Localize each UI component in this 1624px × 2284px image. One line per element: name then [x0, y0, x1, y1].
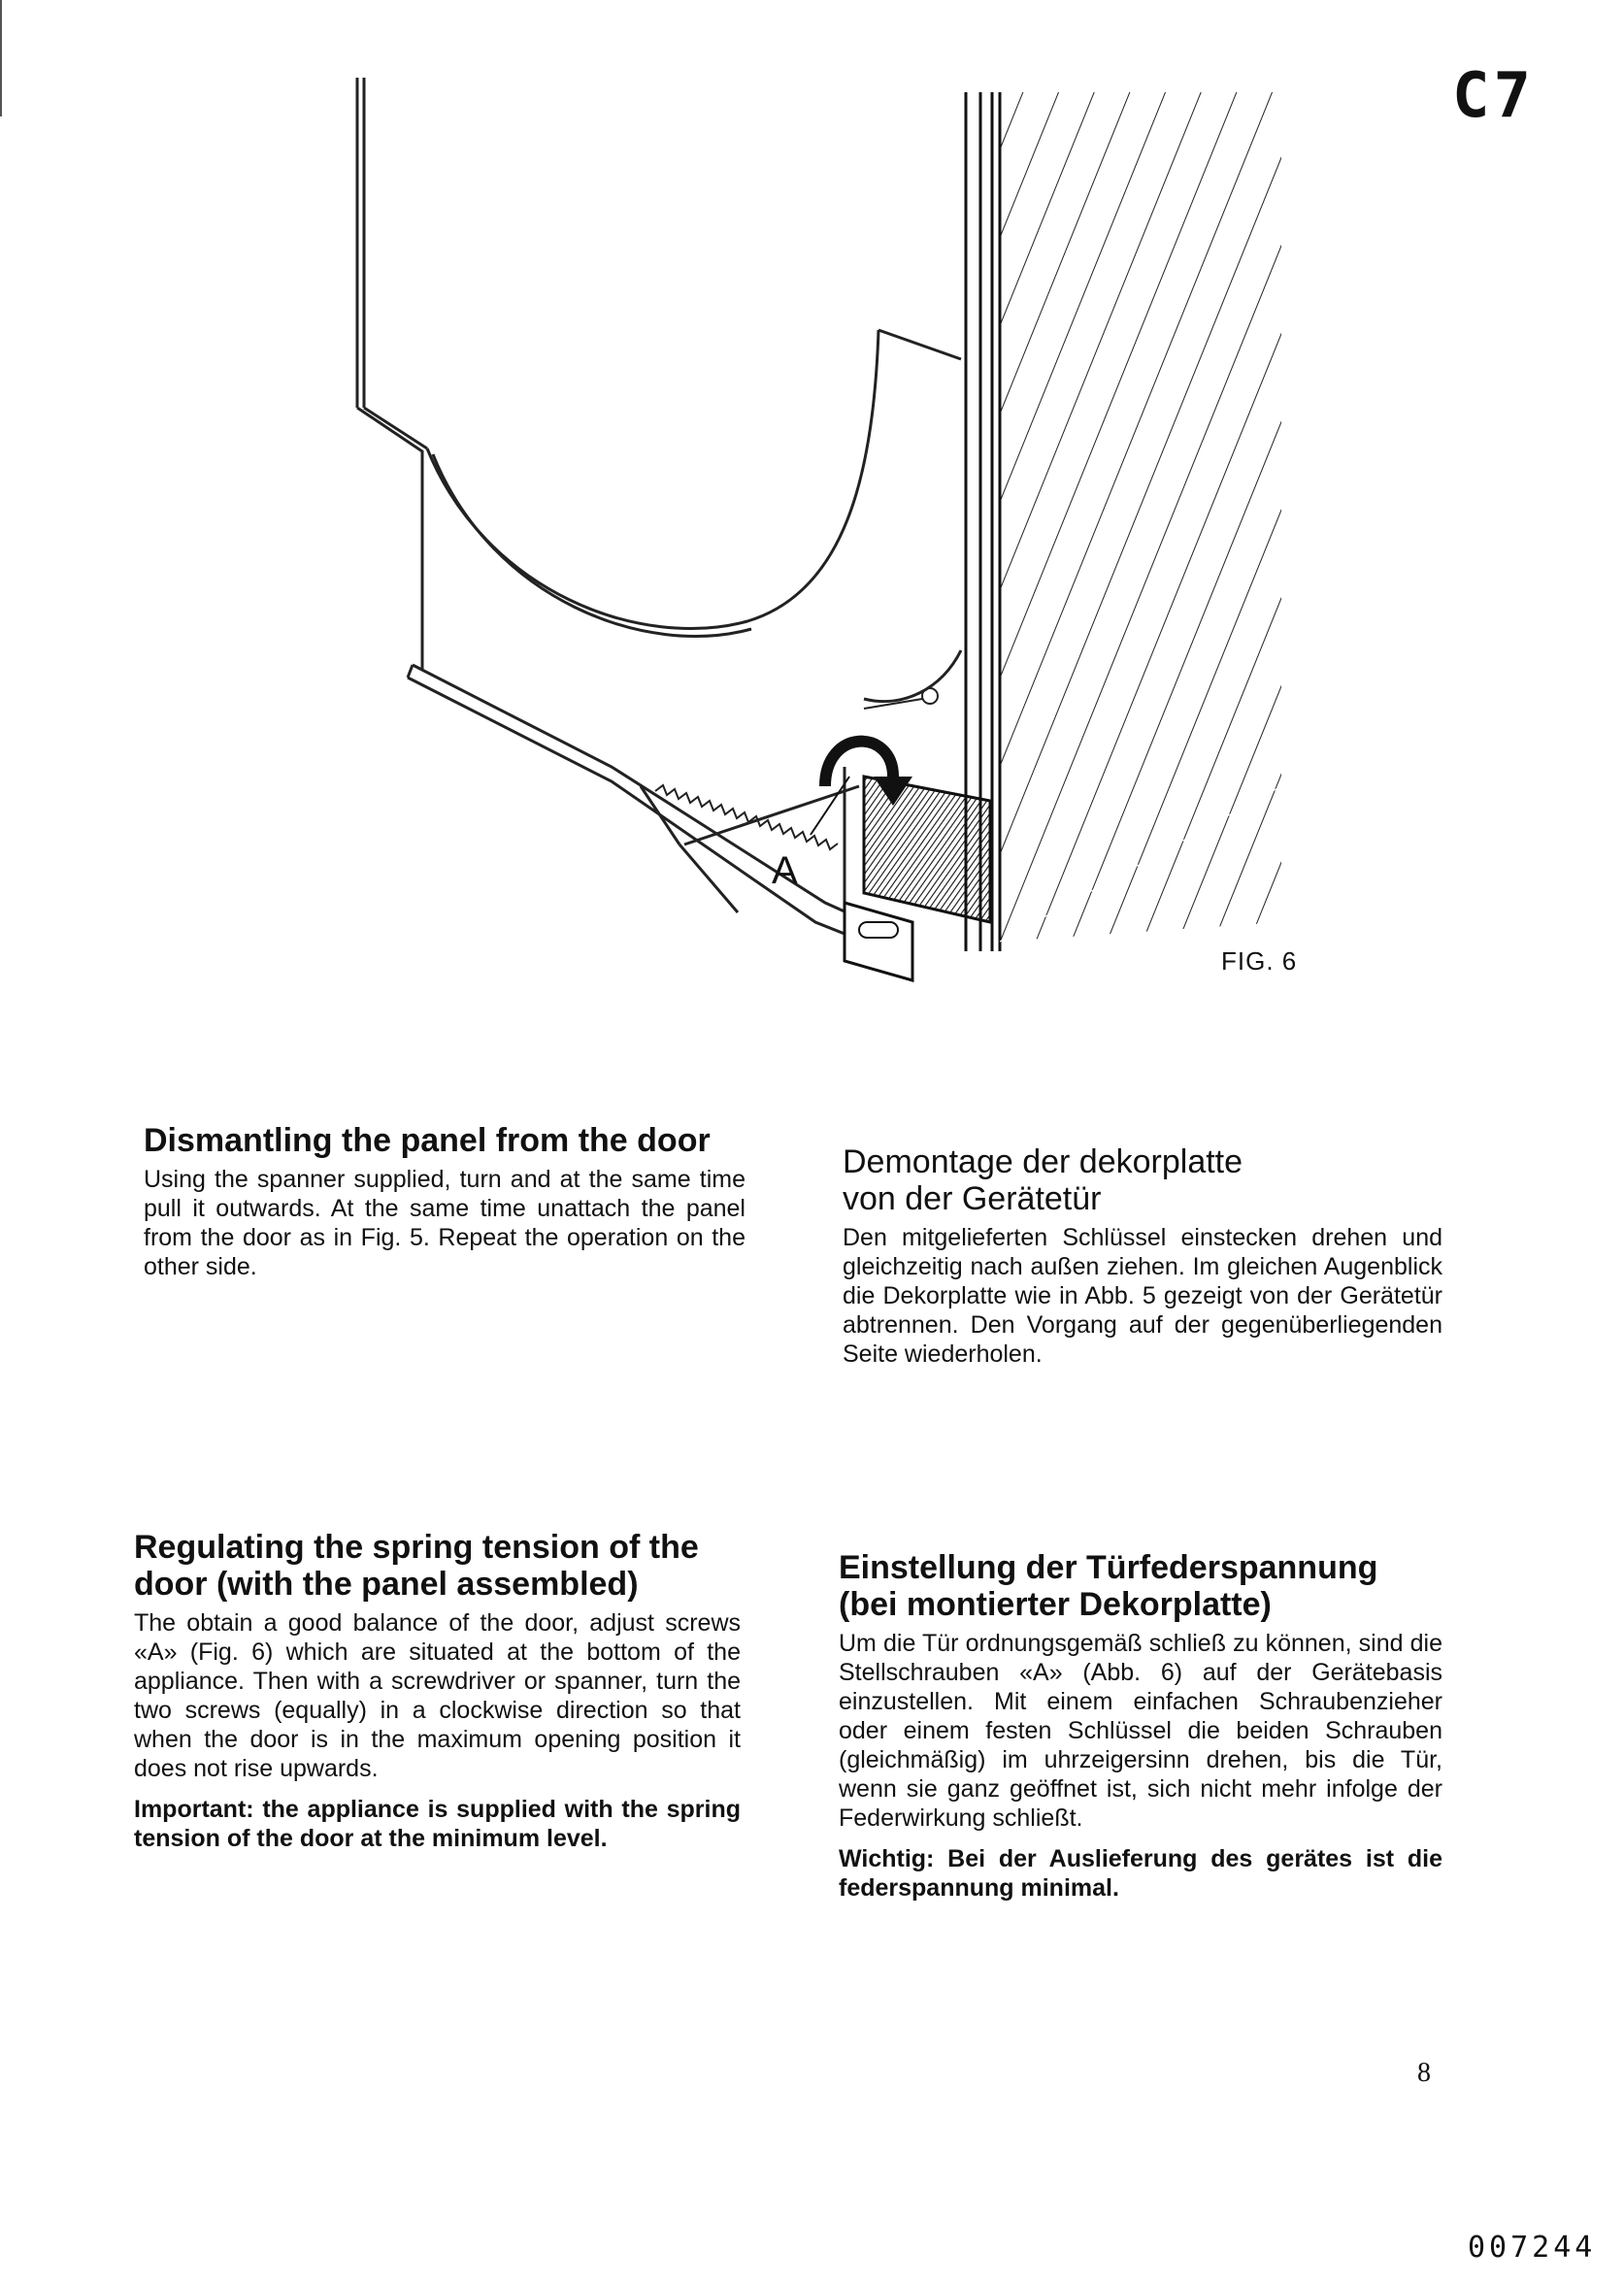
document-id: 007244 [1468, 2231, 1597, 2265]
heading-en-regulating: Regulating the spring tension of the door (with the panel assembled) [134, 1529, 699, 1603]
important-note-en: Important: the appliance is supplied with the spring tension of the door at the minimum level. [134, 1796, 741, 1852]
page-number: 8 [1417, 2058, 1431, 2088]
linkage [641, 767, 859, 961]
page-code: C7 [1452, 60, 1536, 132]
adjustment-housing [845, 777, 990, 980]
heading-de-dismantling-line2: von der Gerätetür [843, 1180, 1102, 1217]
bottom-rail [408, 665, 864, 942]
body-en-regulating: The obtain a good balance of the door, adjust screws «A» (Fig. 6) which are situated at the bottom of the appliance. Then with a screwdriver or spanner, turn the two screws (equally) in a clockwise direction so that when the door is in the maximum opening position it does not rise upwards. [134, 1609, 741, 1782]
section-de-dismantling [843, 1143, 1442, 1369]
heading-de-regulating: Einstellung der Türfederspannung (bei montierter Dekorplatte) [839, 1549, 1378, 1623]
page-edge-rule [0, 0, 2, 116]
figure-caption: FIG. 6 [1221, 946, 1298, 976]
door-panel [357, 78, 961, 702]
heading-en-dismantling: Dismantling the panel from the door [144, 1122, 711, 1159]
cabinet-side [966, 92, 1281, 951]
section-en-dismantling [144, 1122, 746, 1281]
heading-de-dismantling [843, 1143, 1442, 1217]
important-note-de: Wichtig: Bei der Auslieferung des gerätes ist die federspannung minimal. [839, 1845, 1442, 1902]
door-spring-illustration [320, 68, 1310, 990]
section-en-regulating [134, 1529, 741, 1853]
section-de-regulating [839, 1549, 1442, 1903]
body-de-dismantling: Den mitgelieferten Schlüssel einstecken drehen und gleichzeitig nach außen ziehen. Im gleichen Augenblick die Dekorplatte wie in Abb. 5 gezeigt von der Gerätetür abtrennen. Den Vorgang auf der gegenüberliegenden Seite wiederholen. [843, 1224, 1442, 1368]
callout-label: A [772, 849, 798, 892]
body-de-regulating: Um die Tür ordnungsgemäß schließ zu können, sind die Stellschrauben «A» (Abb. 6) auf der Gerätebasis einzustellen. Mit einem einfachen Schraubenzieher oder einem festen Schlüssel die beiden Schrauben (gleichmäßig) im uhrzeigersinn drehen, bis die Tür, wenn sie ganz geöffnet ist, sich nicht mehr infolge der Federwirkung schließt. [839, 1630, 1442, 1832]
heading-de-dismantling-line1: Demontage der dekorplatte [843, 1143, 1243, 1180]
body-en-dismantling: Using the spanner supplied, turn and at the same time pull it outwards. At the same time unattach the panel from the door as in Fig. 5. Repeat the operation on the other side. [144, 1166, 746, 1280]
